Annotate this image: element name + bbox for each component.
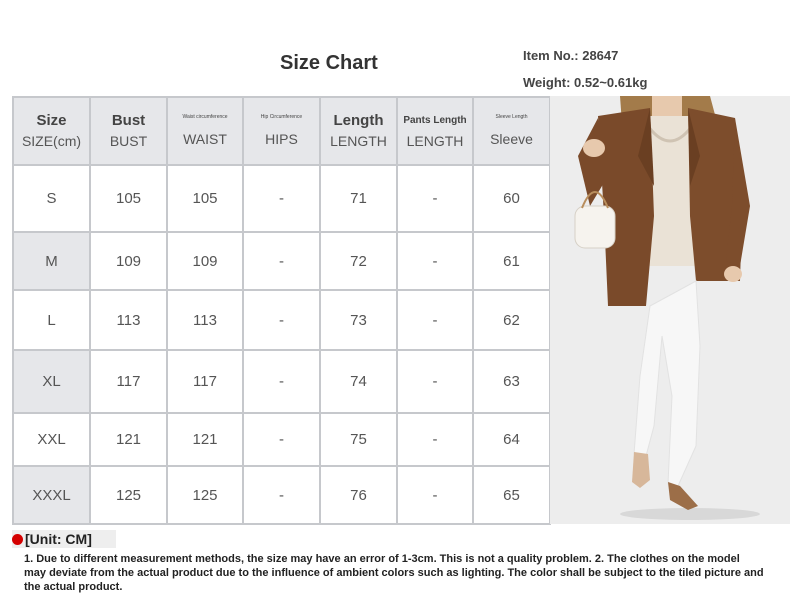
hips-cell: - <box>243 350 320 413</box>
bust-cell: 105 <box>90 165 167 232</box>
length-cell: 71 <box>320 165 397 232</box>
hips-cell: - <box>243 466 320 524</box>
table-row <box>13 413 550 466</box>
sleeve-cell: 65 <box>473 466 550 524</box>
header-cell-length <box>320 97 397 165</box>
disclaimer-note: 1. Due to different measurement methods, the size may have an error of 1-3cm. This is not a quality problem. 2. The clothes on the model may deviate from the actual product due to the influence of ambient colors such as lighting. The color shall be subject to the tiled picture and the actual product. <box>24 553 764 593</box>
item-number: Item No.: 28647 <box>523 48 619 63</box>
header-pants-length-sub: LENGTH <box>406 133 464 149</box>
hips-cell: - <box>243 413 320 466</box>
length-cell: 72 <box>320 232 397 290</box>
size-cell: L <box>13 290 90 350</box>
header-cell-hips <box>243 97 320 165</box>
sleeve-cell: 63 <box>473 350 550 413</box>
header-hips-label: Hip Circumference <box>260 114 303 120</box>
header-size-label: Size <box>36 112 67 129</box>
size-chart-table <box>12 96 551 525</box>
bust-cell: 113 <box>90 290 167 350</box>
header-hips-sub: HIPS <box>265 131 298 147</box>
size-cell: XL <box>13 350 90 413</box>
table-row <box>13 290 550 350</box>
header-size-sub: SIZE(cm) <box>21 133 82 149</box>
hips-cell: - <box>243 165 320 232</box>
header-length-sub: LENGTH <box>330 133 387 149</box>
pants-length-cell: - <box>397 466 473 524</box>
unit-text: [Unit: CM] <box>25 531 92 547</box>
header-waist-label: Waist circumference <box>182 114 228 120</box>
header-bust-sub: BUST <box>109 133 148 149</box>
header-length-label: Length <box>333 112 384 129</box>
red-dot-icon <box>12 534 23 545</box>
pants-length-cell: - <box>397 232 473 290</box>
waist-cell: 109 <box>167 232 243 290</box>
pants-length-cell: - <box>397 165 473 232</box>
table-row <box>13 466 550 524</box>
size-cell: XXXL <box>13 466 90 524</box>
table-header-row <box>13 97 550 165</box>
size-cell: M <box>13 232 90 290</box>
header-cell-bust <box>90 97 167 165</box>
table-row <box>13 165 550 232</box>
page-title: Size Chart <box>280 52 378 74</box>
bust-cell: 117 <box>90 350 167 413</box>
sleeve-cell: 62 <box>473 290 550 350</box>
header-pants-length-label: Pants Length <box>403 115 467 126</box>
header-bust-label: Bust <box>111 112 146 129</box>
pants-length-cell: - <box>397 350 473 413</box>
sleeve-cell: 61 <box>473 232 550 290</box>
sleeve-cell: 60 <box>473 165 550 232</box>
size-cell: XXL <box>13 413 90 466</box>
waist-cell: 105 <box>167 165 243 232</box>
header-cell-sleeve <box>473 97 550 165</box>
header-cell-pants-length <box>397 97 473 165</box>
header-cell-size <box>13 97 90 165</box>
pants-length-cell: - <box>397 290 473 350</box>
waist-cell: 121 <box>167 413 243 466</box>
bust-cell: 125 <box>90 466 167 524</box>
hips-cell: - <box>243 290 320 350</box>
header-waist-sub: WAIST <box>183 131 227 147</box>
table-row <box>13 232 550 290</box>
header-sleeve-label: Sleeve Length <box>495 114 528 120</box>
unit-label <box>12 530 116 548</box>
model-photo <box>550 96 790 524</box>
waist-cell: 125 <box>167 466 243 524</box>
bust-cell: 121 <box>90 413 167 466</box>
item-weight: Weight: 0.52~0.61kg <box>523 75 648 90</box>
waist-cell: 113 <box>167 290 243 350</box>
model-illustration <box>550 96 790 524</box>
sleeve-cell: 64 <box>473 413 550 466</box>
header-cell-waist <box>167 97 243 165</box>
hips-cell: - <box>243 232 320 290</box>
size-cell: S <box>13 165 90 232</box>
bust-cell: 109 <box>90 232 167 290</box>
length-cell: 73 <box>320 290 397 350</box>
length-cell: 76 <box>320 466 397 524</box>
waist-cell: 117 <box>167 350 243 413</box>
header-sleeve-sub: Sleeve <box>490 131 533 147</box>
pants-length-cell: - <box>397 413 473 466</box>
length-cell: 74 <box>320 350 397 413</box>
length-cell: 75 <box>320 413 397 466</box>
table-row <box>13 350 550 413</box>
